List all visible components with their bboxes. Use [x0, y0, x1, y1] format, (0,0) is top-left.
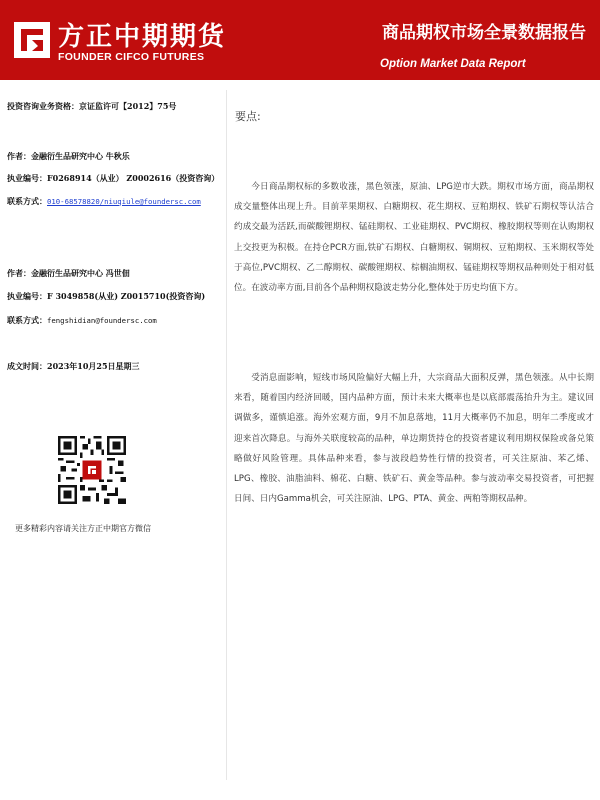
- summary-paragraph-1: 今日商品期权标的多数收涨，黑色领涨，原油、LPG逆市大跌。期权市场方面，商品期权成交量整体出现上升。目前苹果期权、白糖期权、花生期权、豆粕期权、铁矿石期权等认沽合约成交最为活跃,而碳酸锂期权、锰硅期权、工业硅期权、PVC期权、橡胶期权等则在认购期权上交投更为积极。在持仓PCR方面,铁矿石期权、白糖期权、铜期权、豆粕期权、玉米期权等处于高位,PVC期权、乙二醇期权、碳酸锂期权、棕榈油期权、锰硅期权等期权品种则处于相对低位。在波动率方面,目前各个品种期权隐波走势分化,整体处于历史均值下方。: [234, 182, 594, 294]
- qr-caption: 更多精彩内容请关注方正中期官方微信: [15, 524, 151, 533]
- author2-contact-label: 联系方式：: [7, 315, 47, 325]
- author2-cert: 执业编号：F 3049858(从业) Z0015710(投资咨询): [7, 291, 206, 301]
- logo-chinese-name: 方正中期期货: [58, 22, 227, 52]
- report-title: 商品期权市场全景数据报告: [382, 23, 586, 43]
- author2-contact: fengshidian@foundersc.com: [47, 316, 157, 325]
- author2-name: 作者：金融衍生品研究中心 冯世佃: [7, 268, 130, 278]
- logo-english-name: FOUNDER CIFCO FUTURES: [58, 51, 205, 63]
- key-points-heading: 要点:: [235, 110, 261, 123]
- report-subtitle: Option Market Data Report: [380, 58, 526, 70]
- qualification-line: 投资咨询业务资格：京证监许可【2012】75号: [7, 101, 177, 111]
- report-header: [0, 0, 600, 80]
- author2-contact-row: [7, 315, 157, 326]
- author1-contact-label: 联系方式：: [7, 196, 47, 206]
- founder-logo-icon: [12, 20, 52, 60]
- wechat-qr-code-icon[interactable]: [58, 436, 126, 504]
- date-line: 成文时间：2023年10月25日星期三: [7, 361, 140, 371]
- author1-contact-link[interactable]: 010-68578820/niuqiule@foundersc.com: [47, 197, 201, 206]
- summary-paragraph-2: 受消息面影响，短线市场风险偏好大幅上升，大宗商品大面积反弹，黑色领涨。从中长期来看，随着国内经济回暖，国内品种方面，预计未来大概率也是以底部震荡抬升为主。建议回调做多，谨慎追涨。海外宏观方面，9月不加息落地，11月大概率仍不加息，明年二季度或才迎来首次降息。与海外关联度较高的品种，单边期货持仓的投资者建议利用期权保险或备兑策略做好风险管理。具体品种来看，参与波段趋势性行情的投资者，可关注原油、苯乙烯、LPG、橡胶、油脂油料、棉花、白糖、铁矿石、黄金等品种。参与波动率交易投资者，可把握日间、日内Gamma机会，可关注原油、LPG、PTA、黄金、两粕等期权品种。: [234, 373, 594, 505]
- column-divider: [226, 90, 227, 780]
- author1-contact-row: [7, 196, 201, 207]
- author1-name: 作者：金融衍生品研究中心 牛秋乐: [7, 151, 130, 161]
- author1-cert: 执业编号：F0268914（从业） Z0002616（投资咨询）: [7, 173, 220, 183]
